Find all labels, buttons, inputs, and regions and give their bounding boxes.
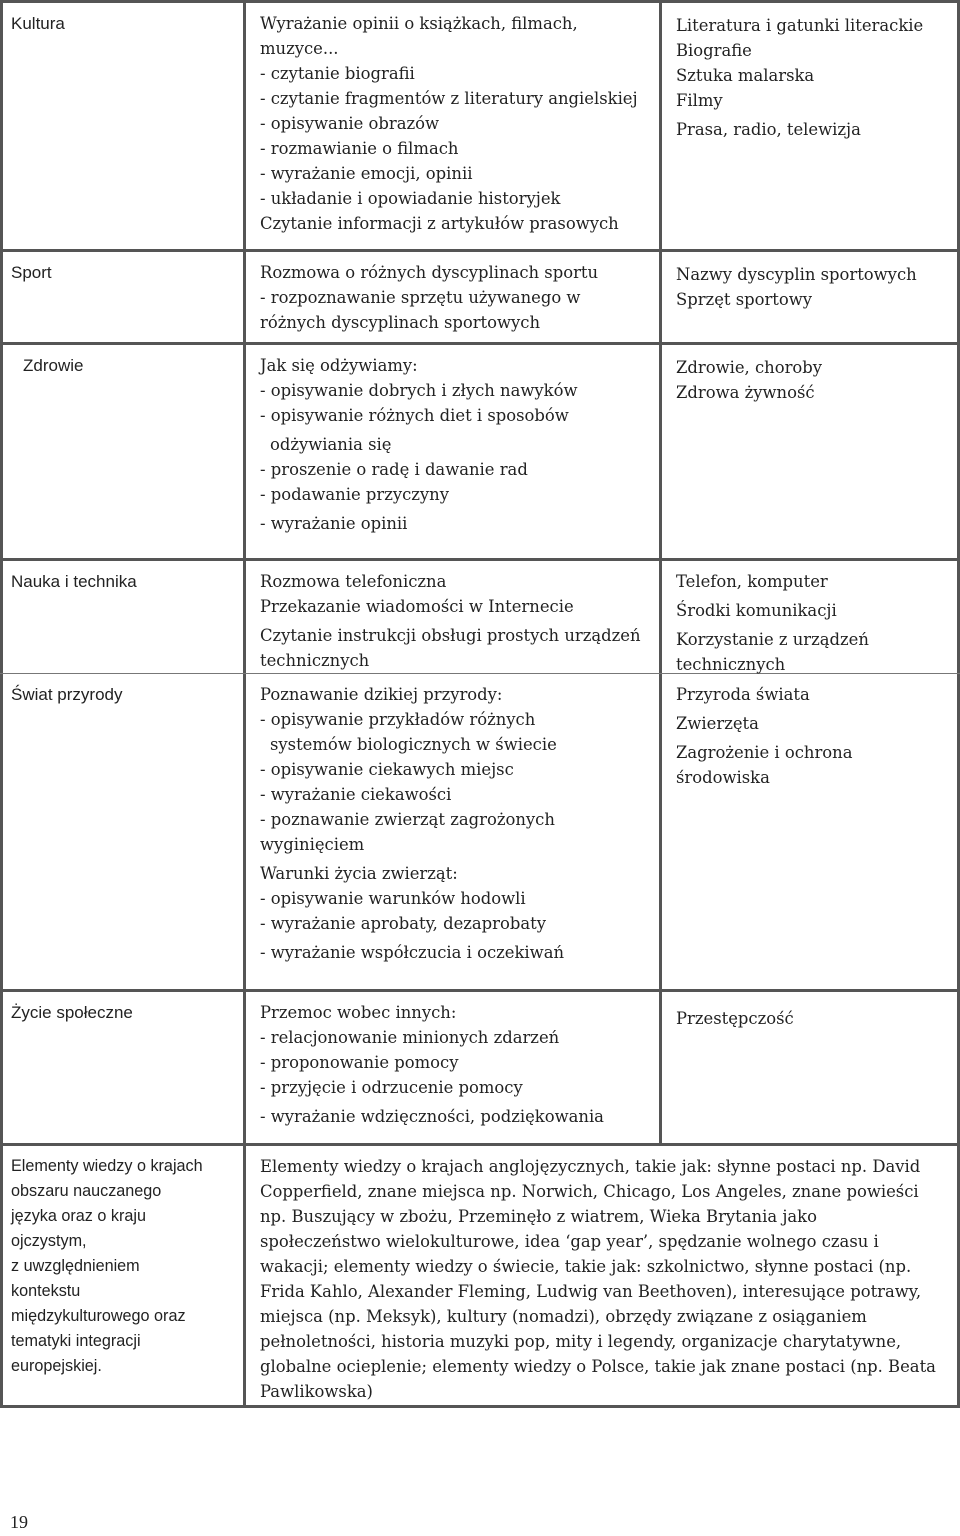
content-line: globalne ocieplenie; elementy wiedzy o Polsce, takie jak znane postaci (np. Beata (260, 1357, 936, 1376)
skill-line: - podawanie przyczyny (260, 485, 449, 504)
content-line: Frida Kahlo, Alexander Fleming, Ludwig van Beethoven), interesujące potrawy, (260, 1282, 922, 1301)
content-line: Pawlikowska) (260, 1382, 373, 1401)
vocab-line: Środki komunikacji (676, 601, 837, 620)
skill-line: systemów biologicznych w świecie (270, 735, 557, 754)
skill-line: - opisywanie obrazów (260, 114, 440, 133)
skill-line: - poznawanie zwierząt zagrożonych (260, 810, 555, 829)
content-cell (246, 1146, 960, 1405)
skill-line: - opisywanie ciekawych miejsc (260, 760, 514, 779)
table-row (0, 992, 960, 1146)
topic-line: tematyki integracji (11, 1332, 141, 1350)
skill-line: - rozpoznawanie sprzętu używanego w (260, 288, 581, 307)
topic-line: ojczystym, (11, 1232, 87, 1250)
vocab-line: Telefon, komputer (676, 572, 828, 591)
table-row (0, 561, 960, 674)
skill-line: - wyrażanie emocji, opinii (260, 164, 473, 183)
skill-line: Rozmowa o różnych dyscyplinach sportu (260, 263, 599, 282)
table-row (0, 1146, 960, 1408)
skill-line: Czytanie informacji z artykułów prasowych (260, 214, 619, 233)
vocab-cell (662, 345, 960, 558)
skill-line: - wyrażanie wdzięczności, podziękowania (260, 1107, 604, 1126)
skills-cell (246, 561, 662, 673)
table-row (0, 674, 960, 992)
skill-line: - wyrażanie ciekawości (260, 785, 452, 804)
vocab-line: Prasa, radio, telewizja (676, 120, 861, 139)
topic-line: Elementy wiedzy o krajach (11, 1157, 203, 1175)
vocab-line: Nazwy dyscyplin sportowych (676, 265, 917, 284)
vocab-cell (662, 252, 960, 342)
skills-cell (246, 252, 662, 342)
topic-line: z uwzględnieniem (11, 1257, 140, 1275)
topic-cell: Świat przyrody (0, 674, 246, 989)
topic-cell (0, 1146, 246, 1405)
skill-line: różnych dyscyplinach sportowych (260, 313, 541, 332)
skill-line: - opisywanie przykładów różnych (260, 710, 536, 729)
skill-line: Jak się odżywiamy: (260, 356, 418, 375)
vocab-line: Korzystanie z urządzeń (676, 630, 869, 649)
content-line: pełnoletności, historia muzyki pop, mity i legendy, organizacje charytatywne, (260, 1332, 902, 1351)
skill-line: Przemoc wobec innych: (260, 1003, 457, 1022)
vocab-line: technicznych (676, 655, 786, 674)
vocab-line: Literatura i gatunki literackie (676, 16, 924, 35)
skill-line: wyginięciem (260, 835, 365, 854)
skill-line: - wyrażanie współczucia i oczekiwań (260, 943, 565, 962)
vocab-line: Zagrożenie i ochrona (676, 743, 853, 762)
vocab-cell (662, 561, 960, 673)
topic-line: języka oraz o kraju (11, 1207, 146, 1225)
vocab-line: środowiska (676, 768, 770, 787)
skill-line: - relacjonowanie minionych zdarzeń (260, 1028, 560, 1047)
vocab-line: Sprzęt sportowy (676, 290, 813, 309)
topic-cell: Sport (0, 252, 246, 342)
topic-cell: Zdrowie (0, 345, 246, 558)
vocab-line: Zdrowa żywność (676, 383, 815, 402)
content-line: Copperfield, znane miejsca np. Norwich, Chicago, Los Angeles, znane powieści (260, 1182, 919, 1201)
skill-line: - czytanie fragmentów z literatury angielskiej (260, 89, 638, 108)
skill-line: Wyrażanie opinii o książkach, filmach, (260, 14, 578, 33)
skill-line: - przyjęcie i odrzucenie pomocy (260, 1078, 523, 1097)
vocab-line: Przyroda świata (676, 685, 810, 704)
content-line: Elementy wiedzy o krajach anglojęzycznych, takie jak: słynne postaci np. David (260, 1157, 921, 1176)
topic-cell: Kultura (0, 3, 246, 249)
skill-line: Poznawanie dzikiej przyrody: (260, 685, 503, 704)
skill-line: - układanie i opowiadanie historyjek (260, 189, 561, 208)
skill-line: - rozmawianie o filmach (260, 139, 459, 158)
skill-line: muzyce... (260, 39, 339, 58)
topic-line: obszaru nauczanego (11, 1182, 162, 1200)
skill-line: - opisywanie warunków hodowli (260, 889, 526, 908)
vocab-cell (662, 992, 960, 1143)
content-line: społeczeństwo wielokulturowe, idea ‘gap year’, spędzanie wolnego czasu i (260, 1232, 879, 1251)
content-line: miejsca (np. Meksyk), kultury (nomadzi), obrzędy związane z osiąganiem (260, 1307, 867, 1326)
skills-cell (246, 992, 662, 1143)
skill-line: odżywiania się (270, 435, 392, 454)
vocab-line: Filmy (676, 91, 723, 110)
topic-line: międzykulturowego oraz (11, 1307, 186, 1325)
skill-line: - wyrażanie aprobaty, dezaprobaty (260, 914, 546, 933)
content-line: wakacji; elementy wiedzy o świecie, takie jak: szkolnictwo, słynne postaci (np. (260, 1257, 912, 1276)
vocab-cell (662, 674, 960, 989)
table-row (0, 345, 960, 561)
topic-cell: Nauka i technika (0, 561, 246, 673)
vocab-line: Zwierzęta (676, 714, 759, 733)
topic-line: europejskiej. (11, 1357, 102, 1375)
skill-line: - opisywanie dobrych i złych nawyków (260, 381, 578, 400)
skill-line: technicznych (260, 651, 370, 670)
skills-cell (246, 674, 662, 989)
vocab-line: Zdrowie, choroby (676, 358, 823, 377)
skill-line: Rozmowa telefoniczna (260, 572, 447, 591)
skill-line: - proponowanie pomocy (260, 1053, 459, 1072)
skill-line: Przekazanie wiadomości w Internecie (260, 597, 574, 616)
topic-cell: Życie społeczne (0, 992, 246, 1143)
vocab-line: Przestępczość (676, 1009, 794, 1028)
skill-line: - czytanie biografii (260, 64, 415, 83)
skill-line: Warunki życia zwierząt: (260, 864, 458, 883)
content-line: np. Buszujący w zbożu, Przeminęło z wiatrem, Wieka Brytania jako (260, 1207, 817, 1226)
skills-cell (246, 3, 662, 249)
skill-line: - proszenie o radę i dawanie rad (260, 460, 528, 479)
vocab-line: Sztuka malarska (676, 66, 815, 85)
vocab-line: Biografie (676, 41, 752, 60)
topic-line: kontekstu (11, 1282, 81, 1300)
vocab-cell (662, 3, 960, 249)
page-number: 19 (10, 1512, 28, 1532)
skills-cell (246, 345, 662, 558)
table-row (0, 252, 960, 345)
skill-line: - wyrażanie opinii (260, 514, 408, 533)
skill-line: Czytanie instrukcji obsługi prostych urządzeń (260, 626, 641, 645)
skill-line: - opisywanie różnych diet i sposobów (260, 406, 569, 425)
table-row (0, 0, 960, 252)
